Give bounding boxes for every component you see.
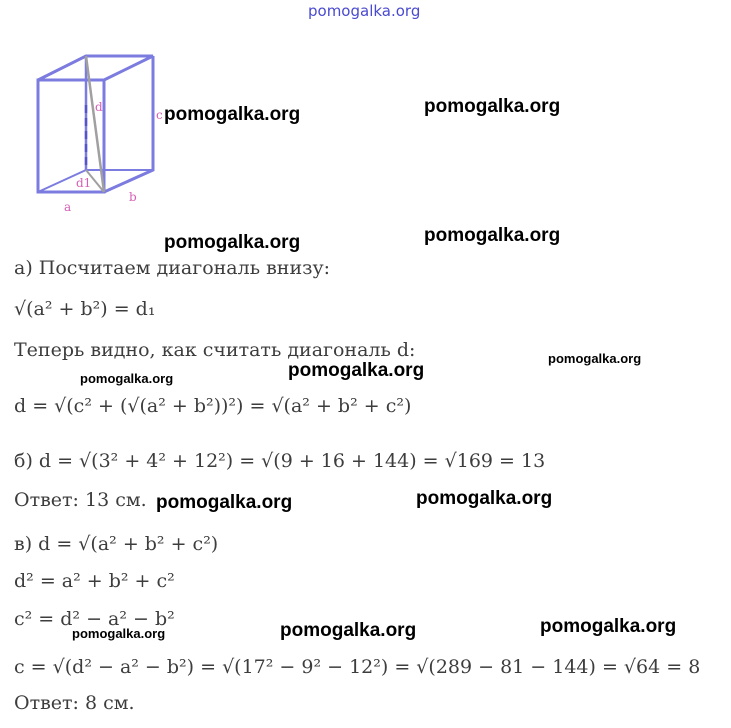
front-face [38,80,104,192]
watermark: pomogalka.org [424,96,561,117]
part-c-result: c = √(d² − a² − b²) = √(17² − 9² − 12²) = √(289 − 81 − 144) = √64 = 8 [14,656,701,678]
watermark: pomogalka.org [280,620,417,641]
watermark: pomogalka.org [72,626,166,641]
watermark: pomogalka.org [80,371,174,386]
watermark: pomogalka.org [288,360,425,381]
part-c-formula: в) d = √(a² + b² + c²) [14,533,219,555]
top-face [38,56,153,80]
label-d1: d1 [76,176,92,190]
watermark-top: pomogalka.org [308,2,421,20]
part-a-formula: √(a² + b²) = d₁ [14,298,156,320]
watermark: pomogalka.org [164,232,301,253]
part-c-step1: d² = a² + b² + c² [14,570,175,592]
watermark: pomogalka.org [548,351,642,366]
part-c-step2: c² = d² − a² − b² [14,608,175,630]
part-a-result: d = √(c² + (√(a² + b²))²) = √(a² + b² + c²) [14,395,412,417]
label-b: b [129,190,137,204]
watermark: pomogalka.org [424,225,561,246]
watermark: pomogalka.org [164,104,301,125]
watermark: pomogalka.org [416,488,553,509]
part-b-formula: б) d = √(3² + 4² + 12²) = √(9 + 16 + 144) = √169 = 13 [14,450,546,472]
label-c: c [156,108,163,122]
part-a-note: Теперь видно, как считать диагональ d: [14,339,416,361]
part-c-answer: Ответ: 8 см. [14,692,135,714]
part-a-intro: а) Посчитаем диагональ внизу: [14,257,331,279]
diagonal-d [86,56,104,192]
part-b-answer: Ответ: 13 см. [14,489,147,511]
label-d: d [95,100,103,114]
watermark: pomogalka.org [156,492,293,513]
label-a: a [64,200,72,214]
watermark: pomogalka.org [540,616,677,637]
